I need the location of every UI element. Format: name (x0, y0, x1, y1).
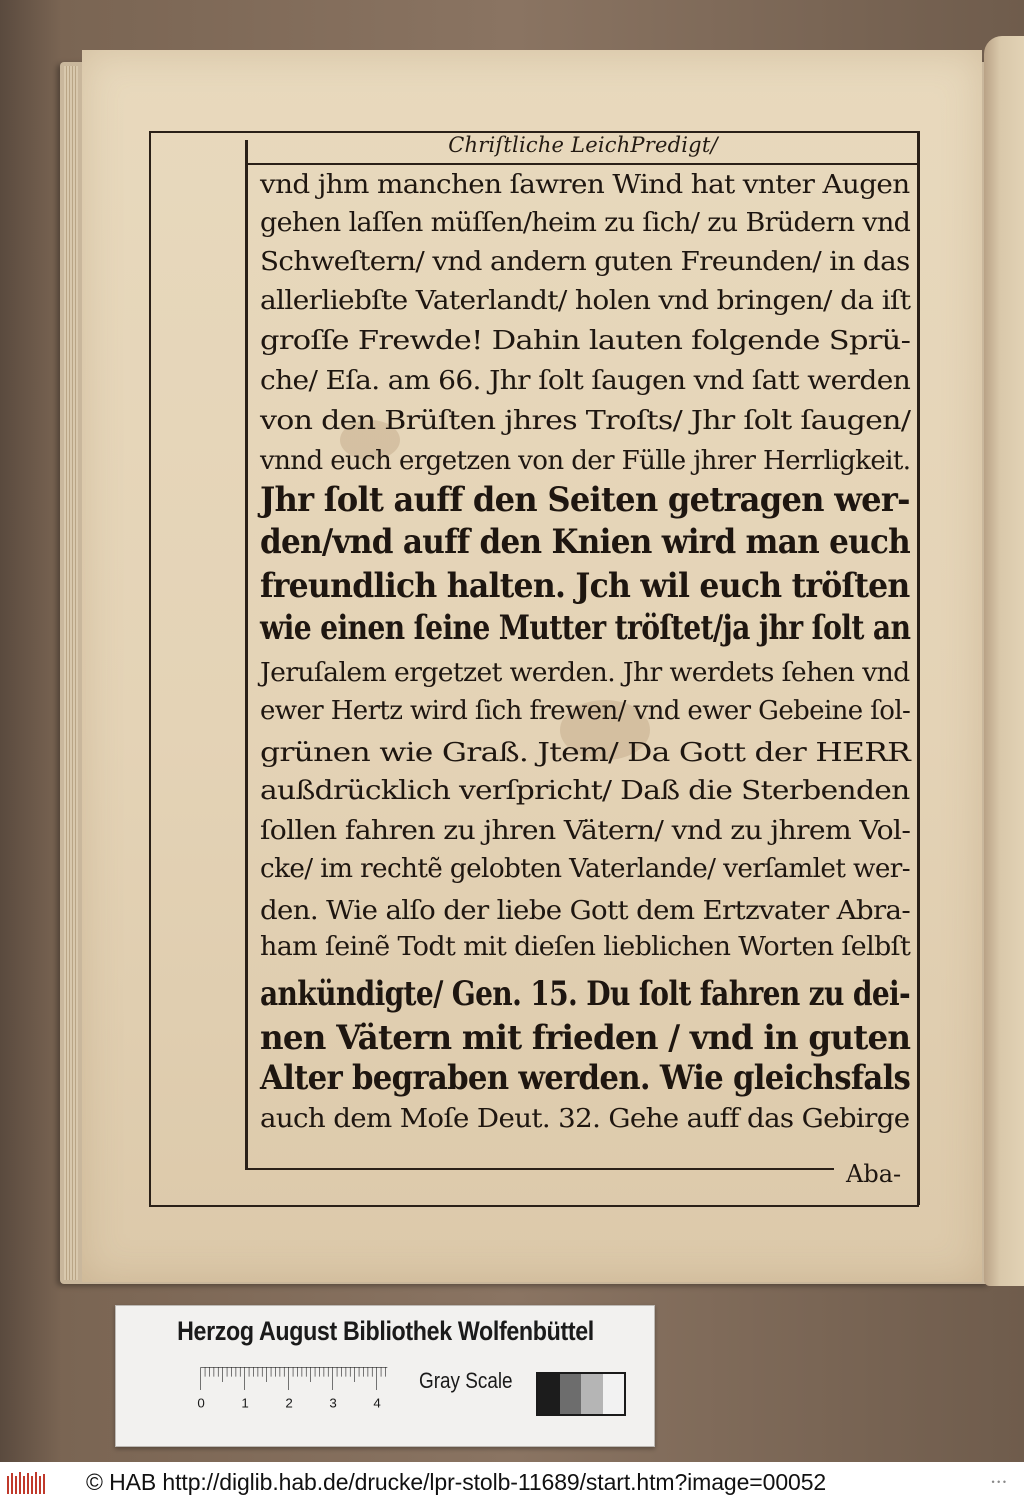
gray-scale-label: Gray Scale (419, 1368, 513, 1393)
footer-rule (248, 1168, 834, 1170)
text-line: cke/ im rechtẽ gelobten Vaterlande/ verſamlet wer- (260, 854, 910, 884)
gray-patch (560, 1374, 582, 1414)
text-line: den/vnd auff den Knien wird man euch (260, 522, 911, 562)
ruler-number: 4 (373, 1395, 381, 1410)
gray-patch (538, 1374, 560, 1414)
text-line: ham ſeinẽ Todt mit dieſen lieblichen Worten ſelbſt (260, 932, 911, 962)
footer-mark: • • • (991, 1477, 1006, 1487)
ruler-number: 2 (285, 1395, 293, 1410)
frame-rule-right (917, 131, 920, 1205)
text-line: ankündigte/ Gen. 15. Du ſolt fahren zu dei- (260, 974, 911, 1014)
text-line: nen Vätern mit frieden / vnd in guten (260, 1018, 911, 1058)
card-title: Herzog August Bibliothek Wolfenbüttel (177, 1316, 594, 1346)
frame-rule-inner-left (245, 140, 248, 1170)
text-line: Jhr ſolt auff den Seiten getragen wer- (260, 480, 910, 520)
library-logo-icon (6, 1470, 48, 1496)
text-line: auch dem Moſe Deut. 32. Gehe auff das Gebirge (260, 1104, 910, 1134)
text-line: vnd jhm manchen ſawren Wind hat vnter Augen (260, 170, 910, 200)
text-line: vnnd euch ergetzen von der Fülle jhrer Herrligkeit. (260, 446, 911, 476)
header-rule (248, 163, 918, 165)
text-line: freundlich halten. Jch wil euch tröſten (260, 566, 910, 606)
gray-patch (581, 1374, 603, 1414)
facing-page-edge (984, 36, 1024, 1286)
gray-scale-patches (536, 1372, 626, 1416)
text-line: grünen wie Graß. Jtem/ Da Gott der HERR (260, 738, 911, 768)
ruler-number: 1 (241, 1395, 249, 1410)
text-line: allerliebſte Vaterlandt/ holen vnd bringen/ da iſt (260, 286, 911, 316)
text-line: ſollen fahren zu jhren Vätern/ vnd zu jhrem Vol- (260, 816, 911, 846)
ruler-number: 3 (329, 1395, 337, 1410)
text-line: groſſe Frewde! Dahin lauten folgende Sprü- (260, 326, 911, 356)
text-line: wie einen ſeine Mutter tröſtet/ja jhr ſolt an (260, 608, 911, 648)
ruler-number: 0 (197, 1395, 205, 1410)
text-line: Schweſtern/ vnd andern guten Freunden/ in das (260, 247, 910, 277)
copyright-url: © HAB http://diglib.hab.de/drucke/lpr-stolb-11689/start.htm?image=00052 (86, 1469, 827, 1495)
text-line: gehen laſſen müſſen/heim zu ſich/ zu Brüdern vnd (260, 208, 911, 238)
text-line: che/ Eſa. am 66. Jhr ſolt ſaugen vnd ſatt werden (260, 366, 911, 396)
text-line: ewer Hertz wird ſich frewen/ vnd ewer Gebeine ſol- (260, 696, 911, 726)
running-head: Chriſtliche LeichPredigt/ (448, 133, 718, 157)
text-line: von den Brüſten jhres Troſts/ Jhr ſolt ſaugen/ (260, 406, 911, 436)
text-line: Alter begraben werden. Wie gleichsfals (260, 1058, 911, 1098)
text-line: den. Wie alſo der liebe Gott dem Ertzvater Abra- (260, 896, 911, 926)
catchword: Aba- (846, 1160, 902, 1188)
frame-rule-left (149, 131, 151, 1205)
gray-patch (603, 1374, 625, 1414)
color-reference-card (115, 1305, 655, 1447)
text-line: außdrücklich verſpricht/ Daß die Sterbenden (260, 776, 910, 806)
text-line: Jeruſalem ergetzet werden. Jhr werdets ſehen vnd (260, 658, 910, 688)
footer-bar (0, 1462, 1024, 1505)
